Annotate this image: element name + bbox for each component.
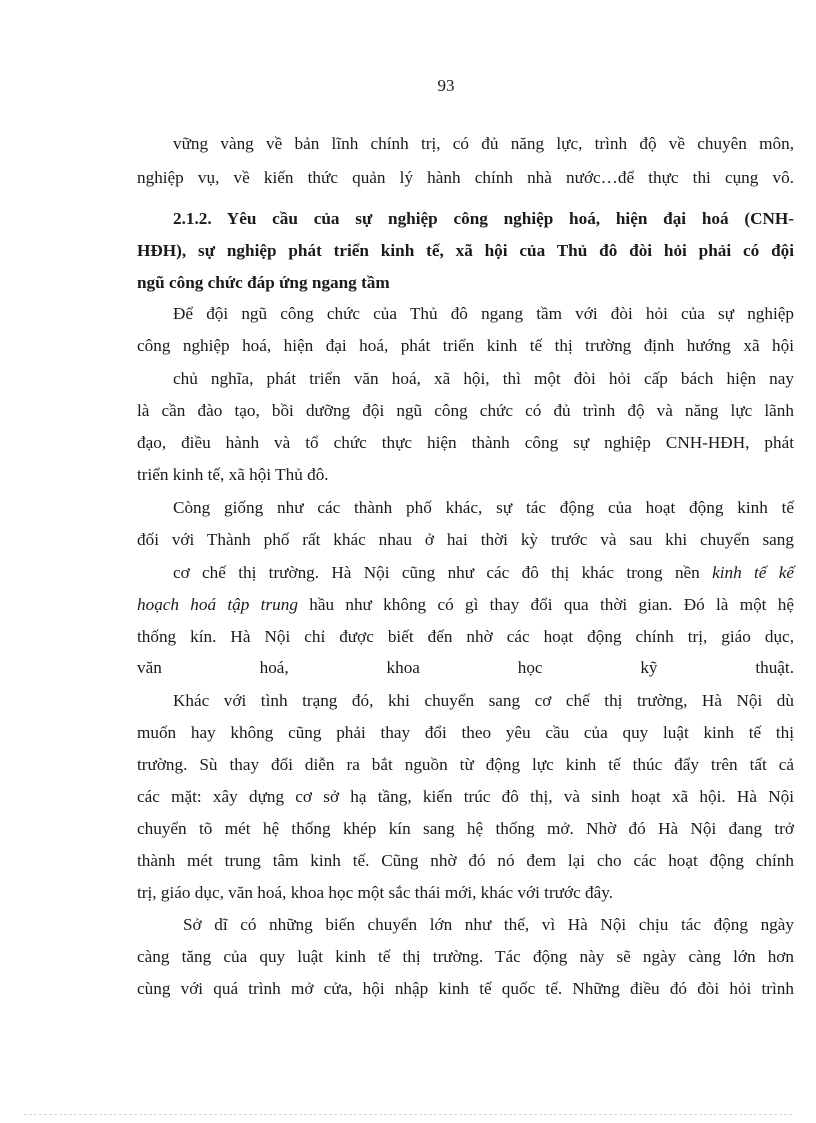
page-number: 93 <box>437 76 455 95</box>
text-line: hoạch hoá tập trung hầu như không có gì thay đổi qua thời gian. Đó là một hệ <box>137 595 794 614</box>
page-bottom-rule <box>24 1114 792 1115</box>
text-line: nghiệp vụ, về kiến thức quản lý hành chính nhà nước…để thực thi cụng vô. <box>137 168 794 187</box>
text-line: trị, giáo dục, văn hoá, khoa học một sắc thái mới, khác với trước đây. <box>137 883 614 902</box>
text-line: Sở dĩ có những biến chuyển lớn như thế, vì Hà Nội chịu tác động ngày <box>183 915 794 934</box>
italic-phrase: kinh tế kế <box>712 563 794 582</box>
text-line: muốn hay không cũng phải thay đổi theo yêu cầu của quy luật kinh tế thị <box>137 723 794 742</box>
text-line: chủ nghĩa, phát triển văn hoá, xã hội, thì một đòi hỏi cấp bách hiện nay <box>173 369 794 388</box>
text-line: trường. Sù thay đổi diễn ra bắt nguồn từ động lực kinh tế thúc đẩy trên tất cả <box>137 755 794 774</box>
text-line: triển kinh tế, xã hội Thủ đô. <box>137 465 329 484</box>
text-line: thống kín. Hà Nội chỉ được biết đến nhờ các hoạt động chính trị, giáo dục, <box>137 627 794 646</box>
text-line: vững vàng về bản lĩnh chính trị, có đủ năng lực, trình độ về chuyên môn, <box>173 134 794 153</box>
text-line: càng tăng của quy luật kinh tế thị trường. Tác động này sẽ ngày càng lớn hơn <box>137 947 794 966</box>
text-line: Để đội ngũ công chức của Thủ đô ngang tầm với đòi hỏi của sự nghiệp <box>173 304 794 323</box>
section-heading-line: 2.1.2. Yêu cầu của sự nghiệp công nghiệp hoá, hiện đại hoá (CNH- <box>173 209 794 228</box>
text-line: đối với Thành phố rất khác nhau ở hai thời kỳ trước và sau khi chuyển sang <box>137 530 794 549</box>
text-line: cùng với quá trình mở cửa, hội nhập kinh tế quốc tế. Những điều đó đòi hỏi trình <box>137 979 794 998</box>
section-heading-line: ngũ công chức đáp ứng ngang tầm <box>137 273 390 292</box>
italic-phrase: hoạch hoá tập trung <box>137 595 298 614</box>
text-line: thành mét trung tâm kinh tế. Cũng nhờ đó nó đem lại cho các hoạt động chính <box>137 851 794 870</box>
section-heading-line: HĐH), sự nghiệp phát triển kinh tế, xã hội của Thủ đô đòi hỏi phải có đội <box>137 241 794 260</box>
text-line: các mặt: xây dựng cơ sở hạ tầng, kiến trúc đô thị, và sinh hoạt xã hội. Hà Nội <box>137 787 794 806</box>
text-line: công nghiệp hoá, hiện đại hoá, phát triển kinh tế thị trường định hướng xã hội <box>137 336 794 355</box>
text-line: cơ chế thị trường. Hà Nội cũng như các đô thị khác trong nền kinh tế kế <box>173 563 794 582</box>
text-line: chuyển tõ mét hệ thống khép kín sang hệ thống mở. Nhờ đó Hà Nội đang trở <box>137 819 794 838</box>
text-line: đạo, điều hành và tổ chức thực hiện thành công sự nghiệp CNH-HĐH, phát <box>137 433 794 452</box>
text-line: Còng giống như các thành phố khác, sự tác động của hoạt động kinh tế <box>173 498 794 517</box>
text-line: là cần đào tạo, bồi dưỡng đội ngũ công chức có đủ trình độ và năng lực lãnh <box>137 401 794 420</box>
text-line: Khác với tình trạng đó, khi chuyển sang cơ chế thị trường, Hà Nội dù <box>173 691 794 710</box>
text-line: văn hoá, khoa học kỹ thuật. <box>137 658 794 677</box>
